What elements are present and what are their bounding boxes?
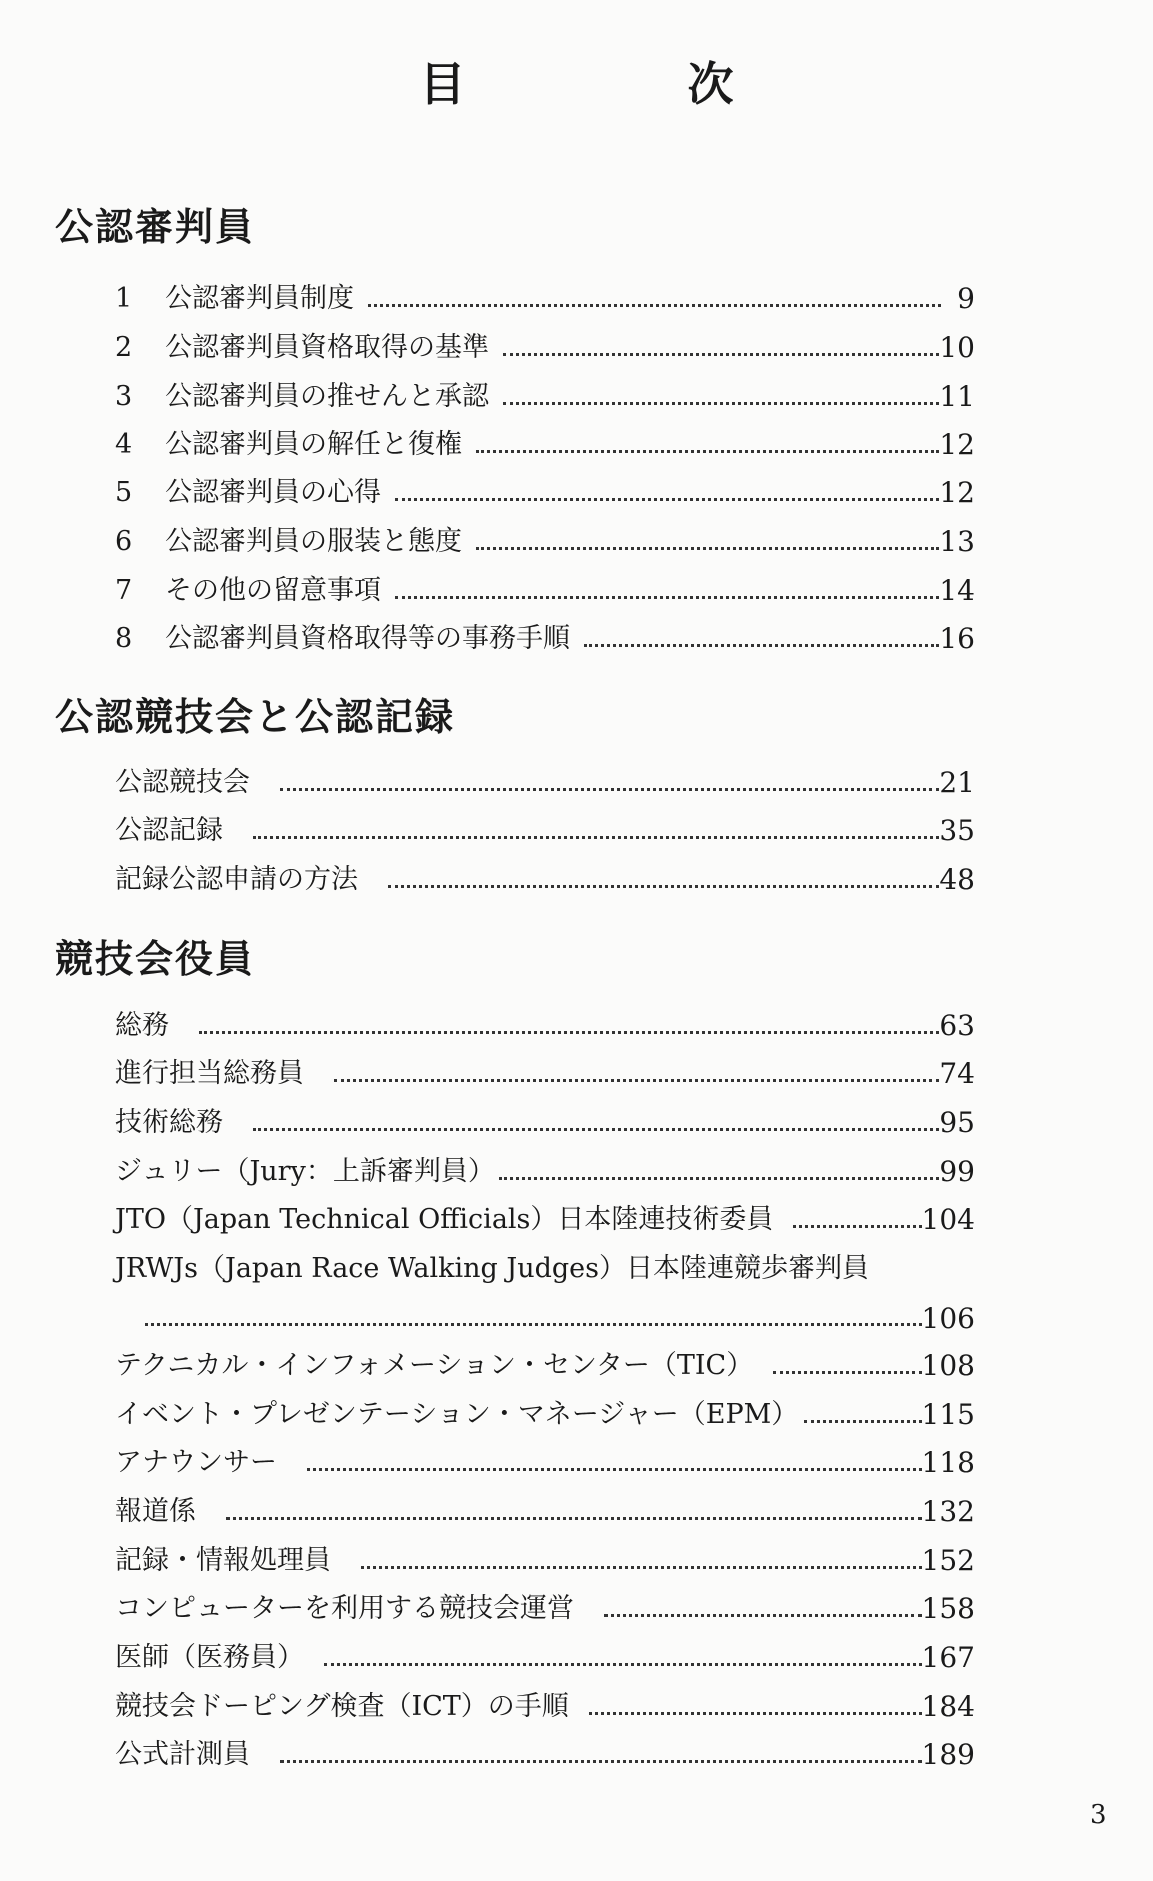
leader-dots: [145, 1319, 922, 1326]
leader-dots: [307, 1464, 922, 1471]
entry-page: 11: [939, 380, 975, 413]
toc-entry[interactable]: [115, 1586, 975, 1626]
entry-number: 6: [115, 526, 133, 557]
entry-page: 16: [939, 622, 975, 655]
toc-entry[interactable]: [115, 276, 975, 316]
toc-entry[interactable]: [115, 1684, 975, 1724]
entry-title: 公認競技会: [115, 767, 250, 798]
leader-dots: [199, 1027, 939, 1034]
entry-page: 48: [939, 863, 975, 896]
leader-dots: [368, 300, 941, 307]
entry-page: 74: [939, 1057, 975, 1090]
entry-page: 152: [921, 1544, 975, 1577]
entry-title: 総務: [115, 1010, 169, 1041]
toc-entry[interactable]: [115, 857, 975, 897]
leader-dots: [324, 1659, 922, 1666]
entry-title: 公認審判員の推せんと承認: [165, 381, 489, 412]
toc-entry[interactable]: [115, 1343, 975, 1383]
page-title: 目 次: [419, 57, 822, 111]
leader-dots: [499, 1173, 940, 1180]
leader-dots: [395, 494, 939, 501]
entry-number: 2: [115, 332, 133, 363]
entry-page: 132: [921, 1495, 975, 1528]
leader-dots: [395, 592, 939, 599]
section-heading: 公認審判員: [55, 205, 256, 249]
leader-dots: [804, 1416, 921, 1423]
entry-page: 10: [939, 331, 975, 364]
entry-title: 報道係: [115, 1496, 196, 1527]
entry-page: 14: [939, 574, 975, 607]
entry-page: 99: [939, 1155, 975, 1188]
entry-number: 5: [115, 477, 133, 508]
leader-dots: [334, 1075, 939, 1082]
toc-entry[interactable]: [115, 1489, 975, 1529]
leader-dots: [226, 1513, 922, 1520]
entry-title: 記録公認申請の方法: [115, 864, 358, 895]
entry-title: 公認審判員の心得: [165, 477, 381, 508]
entry-title: 公式計測員: [115, 1739, 250, 1770]
entry-title: 公認審判員の解任と復権: [165, 429, 462, 460]
toc-entry-continuation[interactable]: [145, 1295, 975, 1335]
entry-title: テクニカル・インフォメーション・センター（TIC）: [115, 1350, 754, 1381]
entry-title: 進行担当総務員: [115, 1058, 304, 1089]
toc-entry[interactable]: [115, 1635, 975, 1675]
entry-page: 9: [957, 282, 975, 315]
entry-page: 167: [921, 1641, 975, 1674]
leader-dots: [503, 398, 939, 405]
toc-entry[interactable]: [115, 808, 975, 848]
leader-dots: [476, 543, 939, 550]
toc-entry[interactable]: [115, 1100, 975, 1140]
toc-entry[interactable]: [115, 1149, 975, 1189]
toc-entry[interactable]: [115, 1392, 975, 1432]
entry-title: JTO（Japan Technical Officials）日本陸連技術委員: [115, 1204, 774, 1235]
toc-entry[interactable]: [115, 1732, 975, 1772]
leader-dots: [589, 1708, 922, 1715]
entry-page: 158: [921, 1592, 975, 1625]
toc-entry[interactable]: [115, 1003, 975, 1043]
leader-dots: [584, 640, 939, 647]
leader-dots: [280, 1756, 922, 1763]
entry-page: 108: [921, 1349, 975, 1382]
toc-entry[interactable]: [115, 1197, 975, 1237]
entry-page: 13: [939, 525, 975, 558]
entry-page: 115: [921, 1398, 975, 1431]
section-heading: 競技会役員: [55, 937, 256, 981]
entry-page: 95: [939, 1106, 975, 1139]
entry-title: 記録・情報処理員: [115, 1545, 331, 1576]
toc-entry[interactable]: [115, 1246, 975, 1286]
toc-entry[interactable]: [115, 568, 975, 608]
entry-page: 35: [939, 814, 975, 847]
toc-entry[interactable]: [115, 760, 975, 800]
entry-title: アナウンサー: [115, 1447, 277, 1478]
entry-title: JRWJs（Japan Race Walking Judges）日本陸連競歩審判員: [115, 1253, 869, 1284]
entry-number: 4: [115, 429, 133, 460]
toc-entry[interactable]: [115, 470, 975, 510]
entry-title: 公認審判員資格取得等の事務手順: [165, 623, 570, 654]
leader-dots: [793, 1221, 921, 1228]
section-heading: 公認競技会と公認記録: [55, 695, 456, 739]
leader-dots: [604, 1610, 922, 1617]
toc-entry[interactable]: [115, 1440, 975, 1480]
entry-number: 8: [115, 623, 133, 654]
toc-entry[interactable]: [115, 1051, 975, 1091]
entry-page: 106: [921, 1302, 975, 1335]
leader-dots: [253, 832, 939, 839]
entry-page: 189: [921, 1738, 975, 1771]
entry-title: 技術総務: [115, 1107, 223, 1138]
toc-entry[interactable]: [115, 325, 975, 365]
entry-page: 184: [921, 1690, 975, 1723]
entry-page: 63: [939, 1009, 975, 1042]
entry-title: 競技会ドーピング検査（ICT）の手順: [115, 1691, 569, 1722]
entry-title: 公認審判員制度: [165, 283, 354, 314]
entry-title: 公認記録: [115, 815, 223, 846]
leader-dots: [253, 1124, 939, 1131]
leader-dots: [503, 349, 939, 356]
toc-entry[interactable]: [115, 616, 975, 656]
entry-page: 12: [939, 476, 975, 509]
entry-page: 12: [939, 428, 975, 461]
leader-dots: [773, 1367, 921, 1374]
toc-entry[interactable]: [115, 374, 975, 414]
page-number: 3: [1090, 1800, 1107, 1830]
toc-entry[interactable]: [115, 422, 975, 462]
entry-page: 21: [939, 766, 975, 799]
entry-title: イベント・プレゼンテーション・マネージャー（EPM）: [115, 1399, 799, 1430]
toc-entry[interactable]: [115, 519, 975, 559]
leader-dots: [361, 1562, 922, 1569]
entry-title: 医師（医務員）: [115, 1642, 304, 1673]
entry-title: 公認審判員の服装と態度: [165, 526, 462, 557]
entry-title: コンピューターを利用する競技会運営: [115, 1593, 574, 1624]
leader-dots: [476, 446, 939, 453]
entry-page: 118: [921, 1446, 975, 1479]
leader-dots: [280, 784, 939, 791]
entry-number: 1: [115, 283, 133, 314]
toc-entry[interactable]: [115, 1538, 975, 1578]
entry-title: ジュリー（Jury：上訴審判員）: [115, 1156, 495, 1187]
entry-title: 公認審判員資格取得の基準: [165, 332, 489, 363]
leader-dots: [388, 881, 939, 888]
entry-number: 7: [115, 575, 133, 606]
entry-number: 3: [115, 381, 133, 412]
entry-title: その他の留意事項: [165, 575, 381, 606]
entry-page: 104: [921, 1203, 975, 1236]
